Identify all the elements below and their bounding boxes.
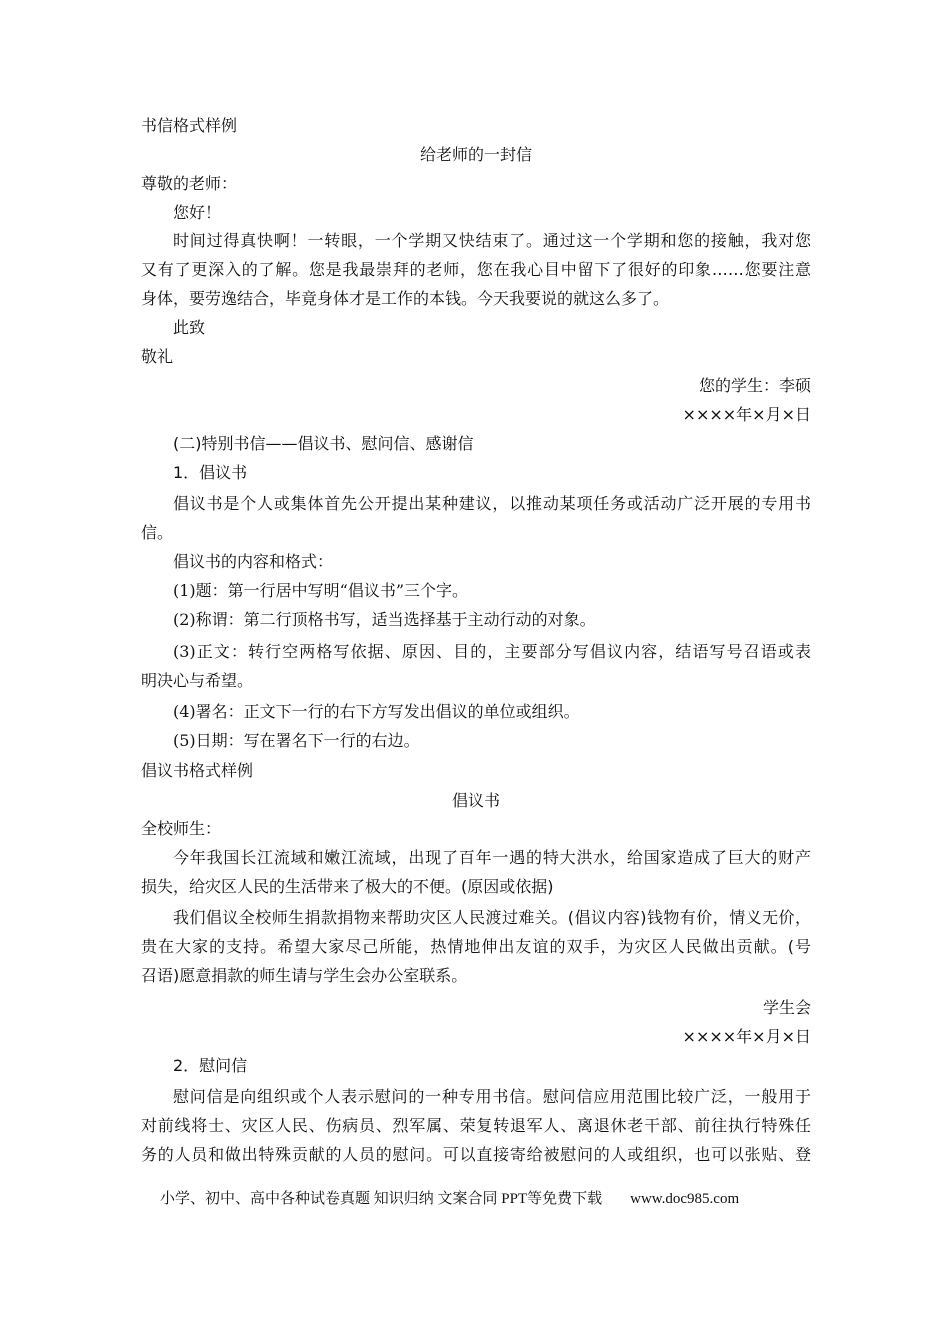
letter-title: 给老师的一封信	[419, 145, 532, 164]
proposal-salutation: 全校师生：	[141, 819, 222, 838]
letter-body-line: 又有了更深入的了解。您是我最崇拜的老师，您在我心目中留下了很好的印象……您要注意	[141, 260, 811, 279]
footer-text: 小学、初中、高中各种试卷真题 知识归纳 文案合同 PPT等免费下载	[160, 1191, 603, 1207]
letter-closing: 此致	[173, 318, 206, 337]
format-item: (2)称谓：第二行顶格书写，适当选择基于主动行动的对象。	[173, 610, 596, 629]
format-item: (1)题：第一行居中写明“倡议书”三个字。	[173, 581, 469, 600]
format-item: 明决心与希望。	[141, 671, 254, 690]
letter-closing: 敬礼	[141, 347, 174, 366]
definition-line: 务的人员和做出特殊贡献的人员的慰问。可以直接寄给被慰问的人或组织，也可以张贴、登	[141, 1145, 811, 1164]
definition-line: 对前线将士、灾区人民、伤病员、烈军属、荣复转退军人、离退休老干部、前往执行特殊任	[141, 1116, 811, 1135]
letter-signature: 您的学生：李硕	[698, 376, 811, 395]
proposal-title: 倡议书	[451, 791, 500, 810]
section-heading: (二)特别书信——倡议书、慰问信、感谢信	[173, 434, 474, 453]
proposal-body-line: 召语)愿意捐款的师生请与学生会办公室联系。	[141, 966, 468, 985]
sample-heading: 倡议书格式样例	[141, 761, 254, 780]
definition-line: 慰问信是向组织或个人表示慰问的一种专用书信。慰问信应用范围比较广泛，一般用于	[173, 1087, 811, 1106]
letter-greeting: 您好！	[173, 203, 222, 222]
page-footer	[160, 1188, 739, 1210]
definition-line: 信。	[141, 523, 174, 542]
item-title: 1．倡议书	[173, 463, 248, 482]
proposal-body-line: 损失，给灾区人民的生活带来了极大的不便。(原因或依据)	[141, 877, 554, 896]
sample-heading: 书信格式样例	[141, 116, 238, 135]
format-item: (5)日期：写在署名下一行的右边。	[173, 731, 420, 750]
format-item: (3)正文：转行空两格写依据、原因、目的，主要部分写倡议内容，结语写号召语或表	[173, 642, 811, 661]
proposal-body-line: 今年我国长江流域和嫩江流域，出现了百年一遇的特大洪水，给国家造成了巨大的财产	[173, 848, 811, 867]
letter-body-line: 时间过得真快啊！一转眼，一个学期又快结束了。通过这一个学期和您的接触，我对您	[173, 231, 811, 250]
proposal-body-line: 我们倡议全校师生捐款捐物来帮助灾区人民渡过难关。(倡议内容)钱物有价，情义无价，	[173, 908, 811, 927]
footer-link[interactable]: www.doc985.com	[630, 1191, 740, 1207]
letter-date: ××××年×月×日	[682, 405, 811, 424]
format-intro: 倡议书的内容和格式：	[173, 552, 334, 571]
proposal-body-line: 贵在大家的支持。希望大家尽己所能，热情地伸出友谊的双手，为灾区人民做出贡献。(号	[141, 937, 811, 956]
letter-salutation: 尊敬的老师：	[141, 174, 238, 193]
format-item: (4)署名：正文下一行的右下方写发出倡议的单位或组织。	[173, 702, 580, 721]
definition-line: 倡议书是个人或集体首先公开提出某种建议，以推动某项任务或活动广泛开展的专用书	[173, 494, 811, 513]
proposal-signature: 学生会	[762, 998, 811, 1017]
proposal-date: ××××年×月×日	[682, 1027, 811, 1046]
item-title: 2．慰问信	[173, 1056, 248, 1075]
letter-body-line: 身体，要劳逸结合，毕竟身体才是工作的本钱。今天我要说的就这么多了。	[141, 289, 670, 308]
